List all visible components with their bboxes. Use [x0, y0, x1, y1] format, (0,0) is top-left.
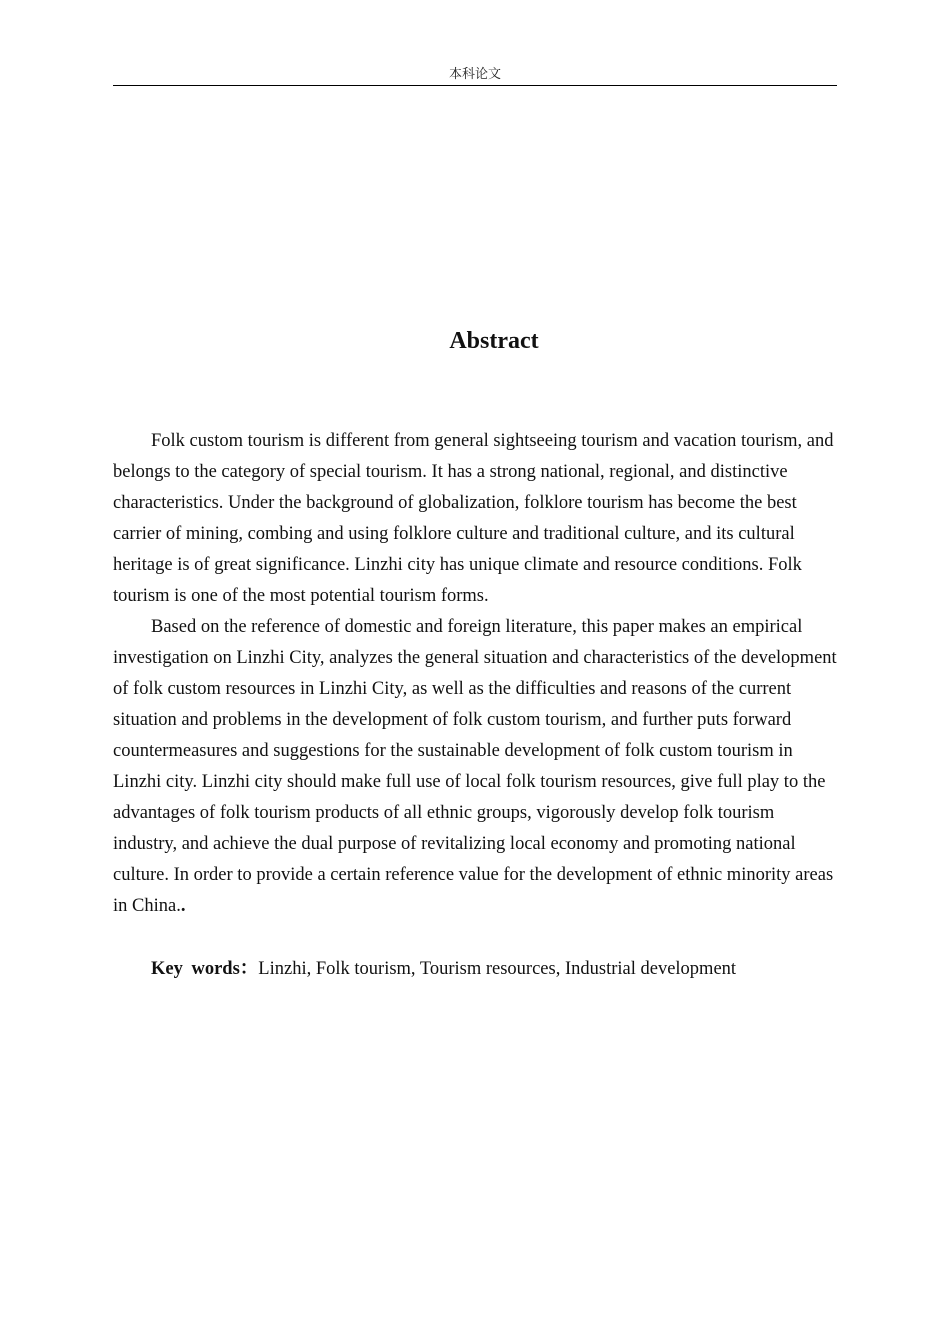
keywords-text: Linzhi, Folk tourism, Tourism resources, Industrial development: [258, 959, 737, 979]
running-header: 本科论文: [448, 67, 501, 82]
abstract-final-period: .: [180, 896, 186, 916]
abstract-paragraph-1: Folk custom tourism is different from general sightseeing tourism and vacation tourism, and belongs to the category of special tourism. It has a strong national, regional, and distinctive characteristics. Under the background of globalization, folklore tourism has become the best carrier of mining, combing and using folklore culture and traditional culture, and its cultural heritage is of great significance. Linzhi city has unique climate and resource conditions. Folk tourism is one of the most potential tourism forms.: [113, 431, 834, 606]
keywords-line: [113, 954, 841, 985]
abstract-title: Abstract: [449, 328, 539, 354]
abstract-body: [113, 426, 841, 922]
abstract-paragraph-2-text: Based on the reference of domestic and foreign literature, this paper makes an empirical investigation on Linzhi City, analyzes the general situation and characteristics of the development of folk custom resources in Linzhi City, as well as the difficulties and reasons of the current situation and problems in the development of folk custom tourism, and further puts forward countermeasures and suggestions for the sustainable development of folk custom tourism in Linzhi city. Linzhi city should make full use of local folk tourism resources, give full play to the advantages of folk tourism products of all ethnic groups, vigorously develop folk tourism industry, and achieve the dual purpose of revitalizing local economy and promoting national culture. In order to provide a certain reference value for the development of ethnic minority areas in China.: [113, 617, 837, 916]
header-rule: [113, 85, 837, 86]
keywords-label: Key words：: [151, 959, 259, 979]
abstract-paragraph-2: [113, 612, 841, 922]
